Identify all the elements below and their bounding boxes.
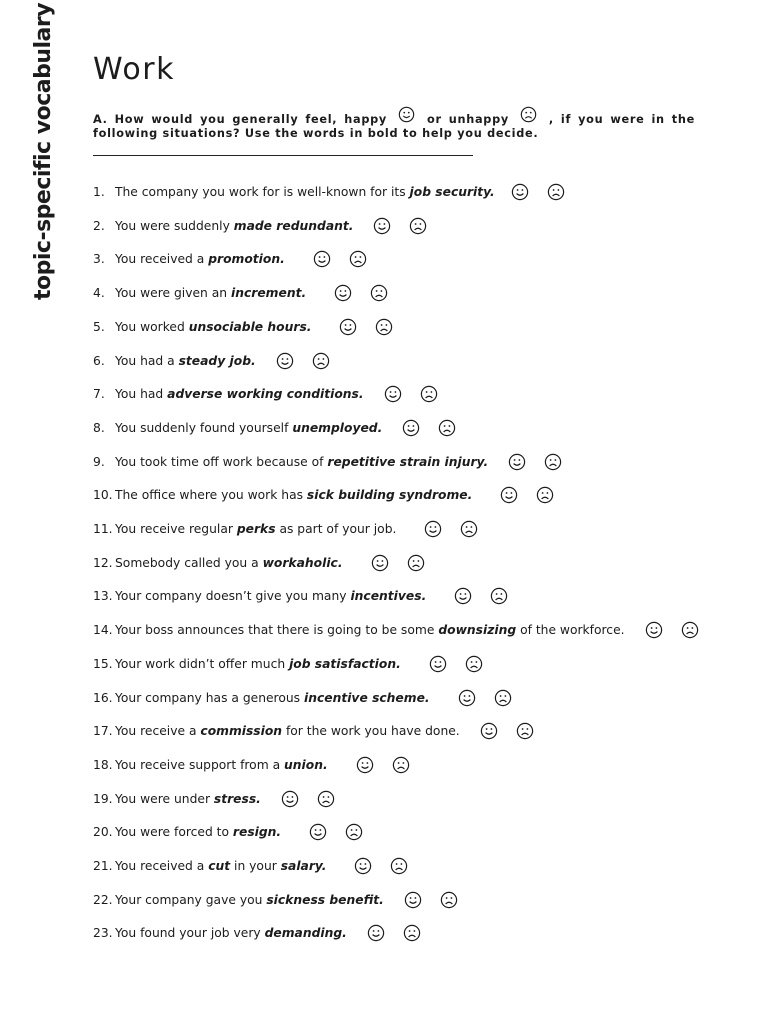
item-text — [115, 623, 625, 637]
smiley-face-icon[interactable] — [373, 217, 391, 235]
question-item — [93, 621, 699, 639]
question-item — [93, 823, 363, 841]
item-text — [115, 926, 347, 940]
smiley-face-icon[interactable] — [402, 419, 420, 437]
item-keyword: cut — [208, 859, 231, 873]
item-text-pre: You were under — [115, 792, 214, 806]
smiley-face-icon[interactable] — [356, 756, 374, 774]
item-number: 9. — [93, 455, 105, 469]
item-keyword: unemployed. — [292, 421, 383, 435]
item-number: 13. — [93, 589, 113, 603]
question-item — [93, 587, 508, 605]
item-text-pre: Your company gave you — [115, 893, 267, 907]
item-text-post: of the workforce. — [516, 623, 625, 637]
question-item — [93, 924, 421, 942]
question-item — [93, 857, 408, 875]
item-text-pre: Your boss announces that there is going to be some — [115, 623, 439, 637]
sad-face-icon[interactable] — [681, 621, 699, 639]
item-number: 8. — [93, 421, 105, 435]
item-text — [115, 488, 472, 502]
item-text-pre: You suddenly found yourself — [115, 421, 293, 435]
item-text-pre: Your company doesn’t give you many — [115, 589, 351, 603]
item-keyword: increment. — [231, 286, 307, 300]
answer-faces — [424, 520, 478, 538]
smiley-face-icon — [398, 106, 416, 124]
item-text-pre: You worked — [115, 320, 189, 334]
item-keyword: incentive scheme. — [303, 691, 430, 705]
item-text-post: for the work you have done. — [282, 724, 460, 738]
item-text-pre: You receive a — [115, 724, 201, 738]
smiley-face-icon[interactable] — [429, 655, 447, 673]
sad-face-icon[interactable] — [409, 217, 427, 235]
item-text-pre: You receive support from a — [115, 758, 285, 772]
item-text-pre: You received a — [115, 859, 209, 873]
sad-face-icon[interactable] — [420, 385, 438, 403]
sad-face-icon[interactable] — [544, 453, 562, 471]
answer-faces — [454, 587, 508, 605]
instructions-part1: A. How would you generally feel, happy — [93, 113, 387, 126]
item-text — [115, 792, 261, 806]
item-keyword: repetitive strain injury. — [327, 455, 489, 469]
instructions-part3: , if you were in the following situations? Use the words in bold to help you decide. — [93, 113, 695, 140]
sad-face-icon[interactable] — [465, 655, 483, 673]
answer-faces — [373, 217, 427, 235]
item-keyword: sick building syndrome. — [306, 488, 473, 502]
item-keyword: salary. — [280, 859, 327, 873]
item-keyword: commission — [200, 724, 283, 738]
smiley-face-icon[interactable] — [384, 385, 402, 403]
item-keyword: made redundant. — [233, 219, 354, 233]
smiley-face-icon[interactable] — [480, 722, 498, 740]
item-number: 7. — [93, 387, 105, 401]
answer-faces — [480, 722, 534, 740]
item-text — [115, 724, 460, 738]
item-number: 12. — [93, 556, 113, 570]
item-number: 16. — [93, 691, 113, 705]
smiley-face-icon[interactable] — [511, 183, 529, 201]
answer-faces — [309, 823, 363, 841]
sad-face-icon[interactable] — [536, 486, 554, 504]
item-keyword: union. — [284, 758, 328, 772]
item-keyword: job security. — [409, 185, 495, 199]
item-text — [115, 589, 426, 603]
item-text — [115, 859, 326, 873]
item-number: 20. — [93, 825, 113, 839]
item-text-pre: You received a — [115, 252, 209, 266]
sad-face-icon[interactable] — [349, 250, 367, 268]
answer-faces — [384, 385, 438, 403]
smiley-face-icon[interactable] — [281, 790, 299, 808]
smiley-face-icon[interactable] — [309, 823, 327, 841]
smiley-face-icon[interactable] — [276, 352, 294, 370]
item-number: 22. — [93, 893, 113, 907]
item-number: 23. — [93, 926, 113, 940]
item-text — [115, 286, 306, 300]
question-item — [93, 217, 427, 235]
item-text-pre: You found your job very — [115, 926, 265, 940]
item-keyword: stress. — [213, 792, 261, 806]
sad-face-icon[interactable] — [403, 924, 421, 942]
sad-face-icon[interactable] — [440, 891, 458, 909]
item-text — [115, 320, 311, 334]
item-number: 21. — [93, 859, 113, 873]
item-number: 3. — [93, 252, 105, 266]
item-text-pre: You had — [115, 387, 168, 401]
item-text — [115, 387, 364, 401]
item-number: 19. — [93, 792, 113, 806]
smiley-face-icon[interactable] — [424, 520, 442, 538]
item-text — [115, 893, 384, 907]
question-item — [93, 756, 410, 774]
answer-faces — [313, 250, 367, 268]
item-text — [115, 455, 488, 469]
item-text-pre: You receive regular — [115, 522, 237, 536]
item-number: 11. — [93, 522, 113, 536]
sad-face-icon[interactable] — [407, 554, 425, 572]
smiley-face-icon[interactable] — [645, 621, 663, 639]
item-number: 4. — [93, 286, 105, 300]
question-item — [93, 183, 565, 201]
item-keyword: incentives. — [350, 589, 427, 603]
item-keyword: perks — [236, 522, 276, 536]
item-text-pre: Somebody called you a — [115, 556, 263, 570]
answer-faces — [404, 891, 458, 909]
item-number: 5. — [93, 320, 105, 334]
smiley-face-icon[interactable] — [454, 587, 472, 605]
sad-face-icon[interactable] — [392, 756, 410, 774]
item-keyword: adverse working conditions. — [167, 387, 364, 401]
answer-faces — [339, 318, 393, 336]
smiley-face-icon[interactable] — [313, 250, 331, 268]
item-text-pre: Your company has a generous — [115, 691, 304, 705]
item-text — [115, 758, 328, 772]
question-item — [93, 520, 478, 538]
item-keyword: promotion. — [208, 252, 285, 266]
item-number: 6. — [93, 354, 105, 368]
sad-face-icon[interactable] — [438, 419, 456, 437]
item-text-pre: The company you work for is well-known for its — [115, 185, 410, 199]
sad-face-icon[interactable] — [494, 689, 512, 707]
item-keyword: sickness benefit. — [266, 893, 384, 907]
instructions-part2: or unhappy — [427, 113, 509, 126]
smiley-face-icon[interactable] — [371, 554, 389, 572]
item-text — [115, 691, 430, 705]
item-keyword: steady job. — [178, 354, 256, 368]
item-text — [115, 825, 281, 839]
item-text — [115, 354, 256, 368]
item-text-post: in your — [230, 859, 281, 873]
item-number: 18. — [93, 758, 113, 772]
item-number: 1. — [93, 185, 105, 199]
sad-face-icon[interactable] — [460, 520, 478, 538]
answer-faces — [334, 284, 388, 302]
item-keyword: job satisfaction. — [289, 657, 401, 671]
answer-faces — [354, 857, 408, 875]
question-item — [93, 318, 393, 336]
item-text-pre: The office where you work has — [115, 488, 307, 502]
item-text — [115, 522, 396, 536]
answer-faces — [429, 655, 483, 673]
item-number: 10. — [93, 488, 113, 502]
item-text-pre: You were forced to — [115, 825, 233, 839]
smiley-face-icon[interactable] — [404, 891, 422, 909]
answer-faces — [511, 183, 565, 201]
item-keyword: resign. — [232, 825, 282, 839]
item-text — [115, 252, 285, 266]
answer-faces — [371, 554, 425, 572]
item-number: 2. — [93, 219, 105, 233]
question-item — [93, 352, 330, 370]
sad-face-icon[interactable] — [370, 284, 388, 302]
sad-face-icon[interactable] — [317, 790, 335, 808]
smiley-face-icon[interactable] — [339, 318, 357, 336]
item-text — [115, 556, 343, 570]
item-text-pre: You were suddenly — [115, 219, 234, 233]
answer-faces — [276, 352, 330, 370]
item-text — [115, 421, 382, 435]
sad-face-icon[interactable] — [375, 318, 393, 336]
answer-faces — [356, 756, 410, 774]
answer-faces — [281, 790, 335, 808]
item-text-pre: You were given an — [115, 286, 231, 300]
question-item — [93, 486, 554, 504]
sad-face-icon[interactable] — [312, 352, 330, 370]
page-title: Work — [93, 52, 175, 87]
item-text-pre: You had a — [115, 354, 179, 368]
item-number: 17. — [93, 724, 113, 738]
smiley-face-icon[interactable] — [500, 486, 518, 504]
sad-face-icon — [520, 106, 538, 124]
item-text-pre: Your work didn’t offer much — [115, 657, 290, 671]
answer-faces — [500, 486, 554, 504]
item-keyword: demanding. — [264, 926, 347, 940]
question-item — [93, 790, 335, 808]
item-text — [115, 185, 495, 199]
answer-faces — [367, 924, 421, 942]
sad-face-icon[interactable] — [516, 722, 534, 740]
divider-line — [93, 155, 473, 156]
question-item — [93, 722, 534, 740]
sad-face-icon[interactable] — [390, 857, 408, 875]
question-item — [93, 891, 458, 909]
item-text — [115, 657, 401, 671]
answer-faces — [402, 419, 456, 437]
smiley-face-icon[interactable] — [367, 924, 385, 942]
answer-faces — [645, 621, 699, 639]
item-number: 14. — [93, 623, 113, 637]
sad-face-icon[interactable] — [490, 587, 508, 605]
item-text-post: as part of your job. — [275, 522, 397, 536]
item-number: 15. — [93, 657, 113, 671]
question-item — [93, 655, 483, 673]
smiley-face-icon[interactable] — [334, 284, 352, 302]
sad-face-icon[interactable] — [345, 823, 363, 841]
item-keyword: unsociable hours. — [188, 320, 312, 334]
answer-faces — [508, 453, 562, 471]
answer-faces — [458, 689, 512, 707]
sad-face-icon[interactable] — [547, 183, 565, 201]
question-item — [93, 453, 562, 471]
instructions — [93, 106, 695, 140]
question-item — [93, 385, 438, 403]
item-text — [115, 219, 353, 233]
question-item — [93, 284, 388, 302]
smiley-face-icon[interactable] — [354, 857, 372, 875]
item-text-pre: You took time off work because of — [115, 455, 328, 469]
question-item — [93, 250, 367, 268]
item-keyword: downsizing — [438, 623, 517, 637]
question-item — [93, 689, 512, 707]
item-keyword: workaholic. — [262, 556, 343, 570]
question-item — [93, 554, 425, 572]
side-label: topic-specific vocabulary — [31, 2, 56, 300]
smiley-face-icon[interactable] — [458, 689, 476, 707]
smiley-face-icon[interactable] — [508, 453, 526, 471]
question-item — [93, 419, 456, 437]
